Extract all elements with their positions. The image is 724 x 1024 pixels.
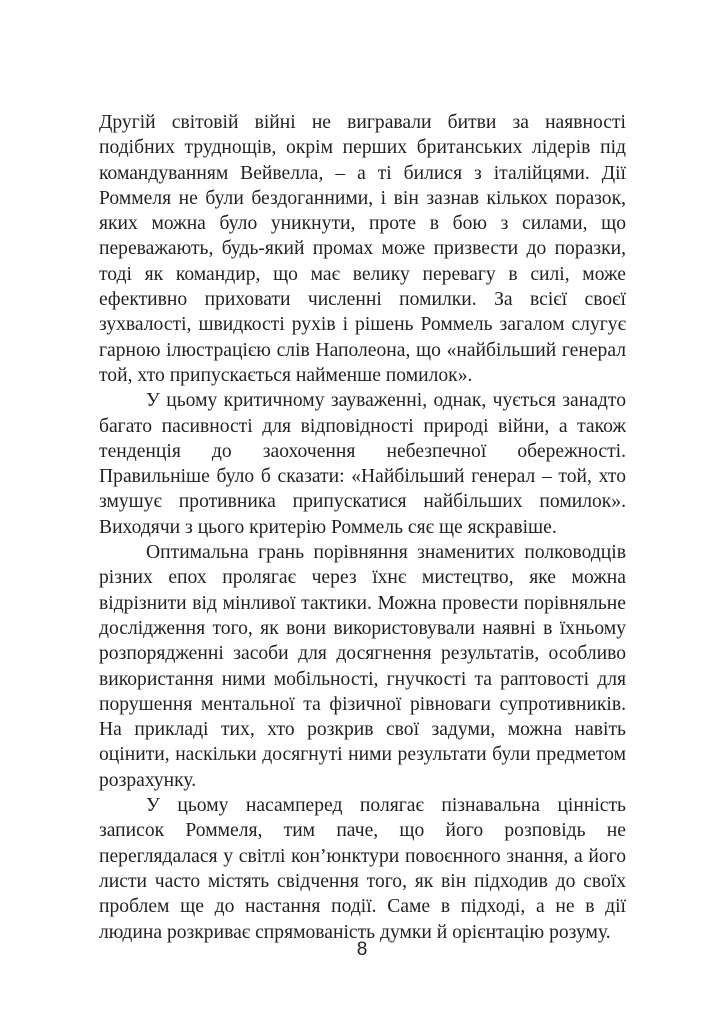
paragraph-4: У цьому насамперед полягає пізнавальна цінність записок Роммеля, тим паче, що його розповідь не переглядалася у світлі кон’юнктури повоєнного знання, а його листи часто містять свідчення того, як він підходив до своїх проблем ще до настання події. Саме в підході, а не в дії людина розкриває спрямованість думки й орієнтацію розуму. bbox=[99, 795, 626, 943]
page-body bbox=[99, 110, 626, 945]
paragraph-1: Другій світовій війні не вигравали битви за наявності подібних труднощів, окрім перших британських лідерів під командуванням Вейвелла, – а ті билися з італійцями. Дії Роммеля не були бездоганними, і він зазнав кількох поразок, яких можна було уникнути, проте в бою з силами, що переважають, будь-який промах може призвести до поразки, тоді як командир, що має велику перевагу в силі, може ефективно приховати численні помилки. За всієї своєї зухвалості, швидкості рухів і рішень Роммель загалом слугує гарною ілюстрацією слів Наполеона, що «найбільший генерал той, хто припускається найменше помилок». bbox=[99, 112, 626, 386]
page-number: 8 bbox=[356, 939, 368, 960]
paragraph-2: У цьому критичному зауваженні, однак, чується занадто багато пасивності для відповідності природі війни, а також тенденція до заохочення небезпечної обережності. Правильніше було б сказати: «Найбільший генерал – той, хто змушує противника припускатися найбільших помилок». Виходячи з цього критерію Роммель сяє ще яскравіше. bbox=[99, 390, 626, 538]
paragraph-3: Оптимальна грань порівняння знаменитих полководців різних епох пролягає через їхнє мистецтво, яке можна відрізнити від мінливої тактики. Можна провести порівняльне дослідження того, як вони використовували наявні в їхньому розпорядженні засоби для досягнення результатів, особливо використання ними мобільності, гнучкості та раптовості для порушення ментальної та фізичної рівноваги супротивників. На прикладі тих, хто розкрив свої задуми, можна навіть оцінити, наскільки досягнуті ними результати були предметом розрахунку. bbox=[99, 542, 626, 791]
